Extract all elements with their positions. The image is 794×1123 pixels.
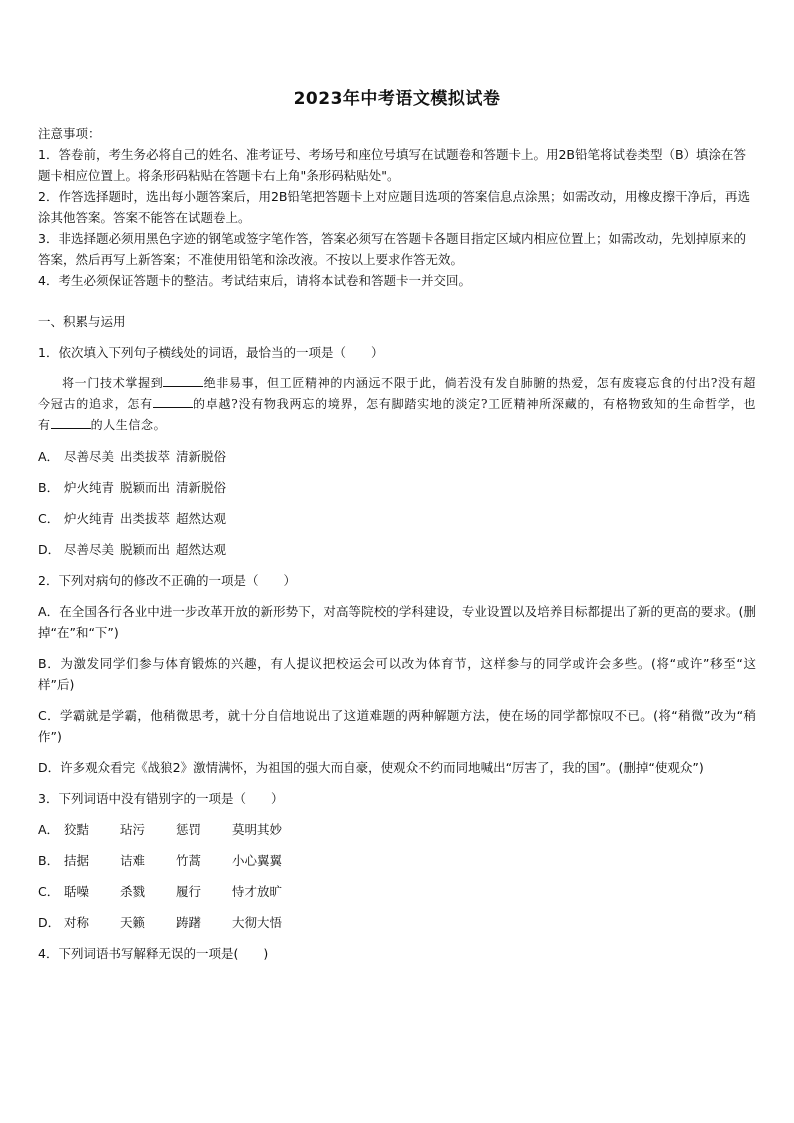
option-letter: B．: [38, 853, 60, 868]
option-letter: A．: [38, 822, 60, 837]
option-word: 拮据: [64, 853, 90, 868]
exam-page: [38, 84, 756, 964]
passage-text: 绝非易事，但工匠精神的内涵远不限于此，倘若没有发自肺腑的热爱，怎有废寝忘食的付出?没有超今冠古的追求，怎有: [38, 376, 756, 411]
option-word: 恃才放旷: [232, 884, 283, 899]
option-word: 天籁: [120, 915, 146, 930]
option-text: A．在全国各行各业中进一步改革开放的新形势下，对高等院校的学科建设，专业设置以及培养目标都提出了新的更高的要求。(删掉“在”和“下”): [38, 604, 756, 640]
option-text: D．许多观众看完《战狼2》激情满怀，为祖国的强大而自豪，使观众不约而同地喊出“厉害了，我的国”。(删掉“使观众”): [38, 760, 704, 775]
fill-blank: [51, 416, 91, 429]
option-row: [38, 881, 756, 902]
option-row: [38, 819, 756, 840]
question-2-stem: 2．下列对病句的修改不正确的一项是（ ）: [38, 573, 296, 588]
option-letter: A．: [38, 449, 60, 464]
notice-item: 3．非选择题必须用黑色字迹的钢笔或签字笔作答，答案必须写在答题卡各题目指定区域内相应位置上；如需改动，先划掉原来的答案，然后再写上新答案；不准使用铅笔和涂改液。不按以上要求作答无效。: [38, 231, 746, 267]
option-text: B．为激发同学们参与体育锻炼的兴趣，有人提议把校运会可以改为体育节，这样参与的同学或许会多些。(将“或许”移至“这样”后): [38, 656, 756, 692]
notice-item: 1．答卷前，考生务必将自己的姓名、准考证号、考场号和座位号填写在试题卷和答题卡上。用2B铅笔将试卷类型（B）填涂在答题卡相应位置上。将条形码粘贴在答题卡右上角"条形码粘贴处"。: [38, 147, 747, 183]
notice-heading: 注意事项：: [38, 126, 101, 141]
option-word: 脱颖而出: [120, 480, 171, 495]
notice-item: 4．考生必须保证答题卡的整洁。考试结束后，请将本试卷和答题卡一并交回。: [38, 273, 471, 288]
option-letter: D．: [38, 915, 61, 930]
section-heading: 一、积累与运用: [38, 314, 126, 329]
option-word: 聒噪: [64, 884, 90, 899]
option-word: 惩罚: [176, 822, 202, 837]
option-word: 超然达观: [176, 511, 227, 526]
question-1-stem: 1．依次填入下列句子横线处的词语，最恰当的一项是（ ）: [38, 345, 384, 360]
option-word: 莫明其妙: [232, 822, 283, 837]
option-row: [38, 912, 756, 933]
option-word: 玷污: [120, 822, 146, 837]
option-word: 狡黠: [64, 822, 90, 837]
notice-item: 2．作答选择题时，选出每小题答案后，用2B铅笔把答题卡上对应题目选项的答案信息点涂黑；如需改动，用橡皮擦干净后，再选涂其他答案。答案不能答在试题卷上。: [38, 189, 750, 225]
question-1-passage: [38, 373, 756, 436]
option-word: 小心翼翼: [232, 853, 283, 868]
option-row: [38, 850, 756, 871]
option-text: C．学霸就是学霸，他稍微思考，就十分自信地说出了这道难题的两种解题方法，使在场的同学都惊叹不已。(将“稍微”改为“稍作”): [38, 708, 756, 744]
fill-blank: [163, 374, 203, 387]
question-3-stem: 3．下列词语中没有错别字的一项是（ ）: [38, 791, 284, 806]
option-word: 尽善尽美: [64, 542, 115, 557]
passage-text: 将一门技术掌握到: [62, 376, 164, 390]
option-word: 对称: [64, 915, 90, 930]
page-title: 2023年中考语文模拟试卷: [293, 89, 501, 109]
option-row: [38, 508, 756, 529]
option-word: 炉火纯青: [64, 480, 115, 495]
option-word: 超然达观: [176, 542, 227, 557]
option-letter: D．: [38, 542, 61, 557]
passage-text: 的卓越?没有物我两忘的境界，怎有脚踏实地的淡定?工匠精神所深藏的，有格物致知的生命哲学，也有: [38, 397, 756, 432]
option-word: 清新脱俗: [176, 449, 227, 464]
option-row: [38, 539, 756, 560]
option-letter: C．: [38, 884, 60, 899]
option-letter: C．: [38, 511, 60, 526]
option-letter: B．: [38, 480, 60, 495]
option-word: 杀戮: [120, 884, 146, 899]
option-word: 清新脱俗: [176, 480, 227, 495]
option-word: 大彻大悟: [232, 915, 283, 930]
notice-section: [38, 123, 756, 291]
option-word: 诘难: [120, 853, 146, 868]
option-word: 炉火纯青: [64, 511, 115, 526]
passage-text: 的人生信念。: [90, 418, 167, 432]
fill-blank: [153, 395, 193, 408]
option-row: [38, 477, 756, 498]
question-4-stem: 4．下列词语书写解释无误的一项是( ): [38, 946, 269, 961]
option-word: 竹蒿: [176, 853, 202, 868]
option-word: 踌躇: [176, 915, 202, 930]
option-word: 脱颖而出: [120, 542, 171, 557]
option-word: 履行: [176, 884, 202, 899]
option-word: 出类拔萃: [120, 449, 171, 464]
option-word: 出类拔萃: [120, 511, 171, 526]
option-row: [38, 446, 756, 467]
option-word: 尽善尽美: [64, 449, 115, 464]
